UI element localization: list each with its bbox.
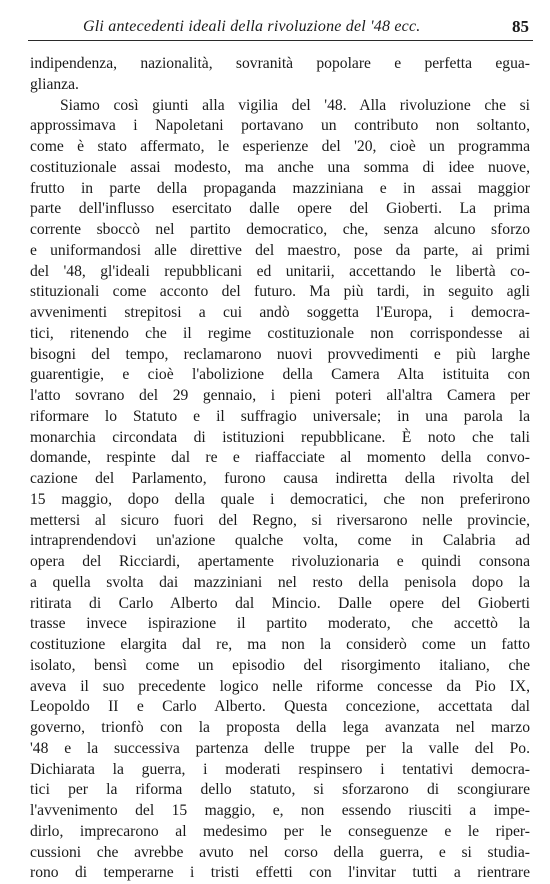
text-line: stituzionali come acconto del futuro. Ma più tardi, in seguito agli [30,283,530,301]
text-line: indipendenza, nazionalità, sovranità popolare e perfetta egua- [30,55,530,72]
text-line: tici per la riforma dello statuto, si sforzarono di scongiurare [30,781,530,799]
text-line: isolato, bensì come un episodio del risorgimento italiano, che [30,656,530,674]
text-line: corrente sboccò nel partito democratico, che, senza alcuno sforzo [30,221,530,238]
text-line: riformare lo Statuto e il suffragio universale; in una parola la [30,407,530,425]
running-header [28,14,533,41]
text-line: ritirata di Carlo Alberto dal Mincio. Dalle opere del Gioberti [30,594,530,612]
text-line: frutto in parte della propaganda mazziniana e in assai maggior [30,179,530,197]
text-line: Leopoldo II e Carlo Alberto. Questa concezione, accettata dal [30,698,530,716]
text-line: guarentigie, e cioè l'abolizione della Camera Alta istituita con [30,366,530,384]
text-line: e uniformandosi alle direttive del maestro, pose da parte, ai primi [30,241,530,259]
text-line: Dichiarata la guerra, i moderati respinsero i tentativi democra- [30,760,530,778]
text-line: dirlo, imprecarono al medesimo per le conseguenze e le riper- [30,822,530,840]
text-line: monarchia circondata di istituzioni repubblicane. È noto che tali [30,428,530,446]
text-line: cazione del Parlamento, furono causa indiretta della rivolta del [30,470,530,487]
text-line: costituzione elargita dal re, ma non la considerò come un fatto [30,636,530,653]
text-line: aveva il suo precedente logico nelle riforme concesse da Pio IX, [30,677,530,695]
text-line: 15 maggio, dopo della quale i democratici, che non preferirono [30,490,530,508]
text-line: parte dell'influsso esercitato dalle opere del Gioberti. La prima [30,200,530,218]
running-title: Gli antecedenti ideali della rivoluzione del '48 ecc. [83,18,421,35]
text-line: mettersi al sicuro fuori del Regno, si riversarono nelle provincie, [30,511,530,529]
text-line: del '48, gl'ideali repubblicani ed unitarii, accettando le libertà co- [30,262,530,280]
text-line: a quella svolta dai mazziniani nel resto della penisola dopo la [30,573,530,591]
text-line: tici, ritenendo che il regime costituzionale non corrispondesse ai [30,324,530,342]
text-line: Siamo così giunti alla vigilia del '48. Alla rivoluzione che si [60,96,530,114]
text-line: come è stato affermato, le esperienze del '20, cioè un programma [30,138,530,155]
text-line: rono di temperarne i tristi effetti con l'invitar tutti a rientrare [30,864,530,882]
text-line: glianza. [30,75,79,93]
text-line: trasse invece ispirazione il partito moderato, che accettò la [30,615,530,633]
text-line: l'atto sovrano del 29 gennaio, i pieni poteri all'altra Camera per [30,387,530,404]
text-line: cussioni che avrebbe avuto nel corso della guerra, e si studia- [30,843,530,861]
text-line: bisogni del tempo, reclamarono nuovi provvedimenti e più larghe [30,345,530,363]
text-line: governo, trionfò con la proposta della lega avanzata nel marzo [30,719,530,736]
text-line: approssimava i Napoletani portavano un contributo non soltanto, [30,117,530,135]
text-line: '48 e la successiva partenza delle truppe per la valle del Po. [30,739,530,757]
text-line: opera del Ricciardi, apertamente rivoluzionaria e quindi consona [30,553,530,570]
page-number: 85 [512,17,529,36]
body-text [30,54,530,884]
text-line: domande, respinte dal re e riaffacciate al momento della convo- [30,449,530,467]
text-line: avvenimenti strepitosi a cui andò soggetta l'Europa, i democra- [30,304,530,321]
text-line: costituzionale assai modesto, ma anche una somma di idee nuove, [30,158,530,176]
text-line: intraprendendovi un'azione qualche volta, come in Calabria ad [30,532,530,550]
text-line: l'avvenimento del 15 maggio, e, non essendo riusciti a impe- [30,802,530,819]
